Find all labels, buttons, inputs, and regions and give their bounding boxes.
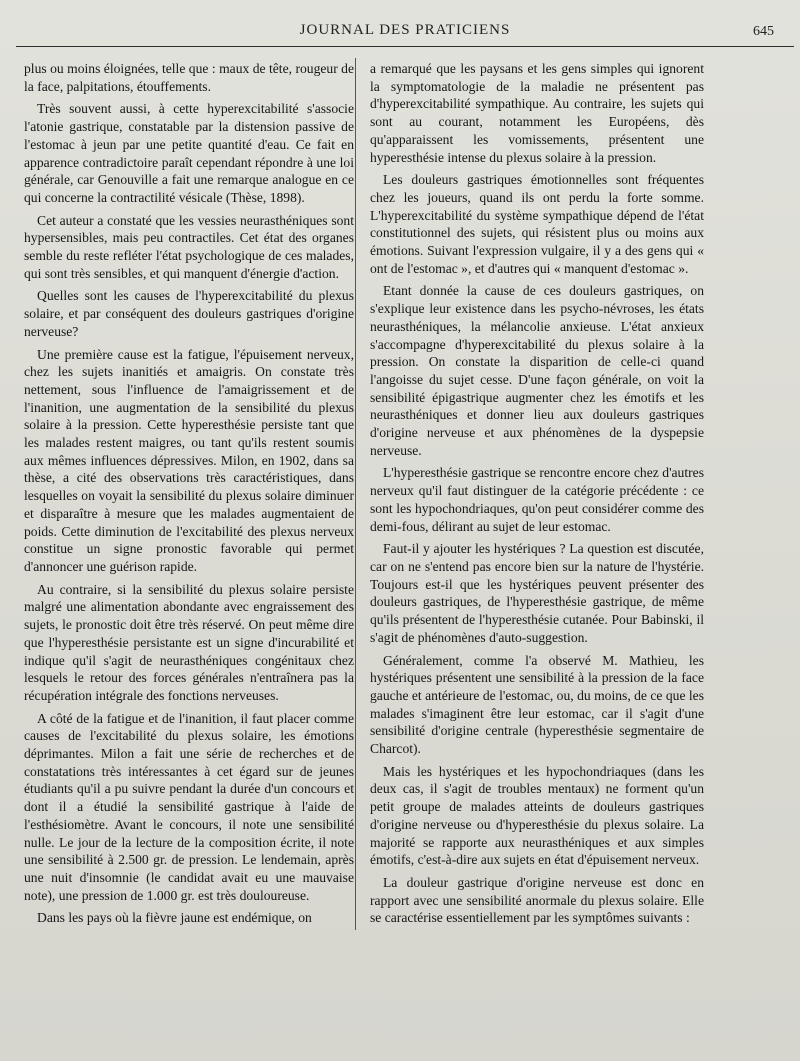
left-column — [24, 60, 354, 932]
column-divider — [355, 58, 356, 930]
left-paragraph-6: Au contraire, si la sensibilité du plexus solaire persiste malgré une alimentation abondante avec engraissement des sujets, le pronostic doit être très réservé. On peut même dire que l'hyperesthésie persistante est un signe d'incurabilité et indique qu'il s'agit de neurasthéniques congénitaux chez lesquels le retour des forces générales n'entraînera pas la récupération intégrale des fonctions nerveuses. — [24, 581, 354, 703]
right-paragraph-8: La douleur gastrique d'origine nerveuse est donc en rapport avec une sensibilité anormale du plexus solaire. Elle se caractérise essentiellement par les symptômes suivants : — [370, 874, 704, 926]
left-paragraph-4: Quelles sont les causes de l'hyperexcitabilité du plexus solaire, et par conséquent des douleurs gastriques d'origine nerveuse? — [24, 288, 354, 339]
right-paragraph-2: Les douleurs gastriques émotionnelles sont fréquentes chez les joueurs, quand ils ont perdu la forte somme. L'hyperexcitabilité du système sympathique dépend de l'état constitutionnel des sujets, qui résistent plus ou moins aux émotions. Suivant l'expression vulgaire, il y a des gens qui « ont de l'estomac », et d'autres qui « manquent d'estomac ». — [370, 172, 704, 276]
left-paragraph-1: plus ou moins éloignées, telle que : maux de tête, rougeur de la face, palpitations, étouffements. — [24, 61, 354, 94]
journal-title: JOURNAL DES PRATICIENS — [299, 22, 511, 38]
page-header — [16, 12, 794, 47]
right-paragraph-5: Faut-il y ajouter les hystériques ? La question est discutée, car on ne s'entend pas encore bien sur la nature de l'hystérie. Toujours est-il que les hystériques peuvent présenter des douleurs gastriques, de l'hyperesthésie gastrique, de même qu'ils présentent de l'hyperesthésie cutanée. Pour Babinski, il s'agit de phénomènes d'auto-suggestion. — [370, 541, 704, 645]
left-paragraph-5: Une première cause est la fatigue, l'épuisement nerveux, chez les sujets inanitiés et amaigris. On constate très nettement, sous l'influence de l'amaigrissement et de l'inanition, une augmentation de la sensibilité du plexus solaire à la pression. Cette hyperesthésie persiste tant que les malades restent maigres, ou tant qu'ils restent soumis aux mêmes influences dépressives. Milon, en 1902, dans sa thèse, a cité des observations très caractéristiques, dans lesquelles on voyait la sensibilité du plexus solaire diminuer et disparaître à mesure que les malades augmentaient de poids. Cette diminution de l'excitabilité des plexus nerveux constitue un signe pronostic favorable qui permet d'annoncer une guérison rapide. — [24, 346, 354, 574]
left-paragraph-2: Très souvent aussi, à cette hyperexcitabilité s'associe l'atonie gastrique, constatable par la distension passive de l'estomac à jeun par une petite quantité d'eau. Ce fait en apparence contradictoire paraît cependant répondre à une loi générale, car Genouville a fait une remarque analogue en ce qui concerne la contractilité vésicale (Thèse, 1898). — [24, 101, 354, 205]
right-paragraph-6: Généralement, comme l'a observé M. Mathieu, les hystériques présentent une sensibilité à la pression de la face gauche et antérieure de l'estomac, ou, du moins, de ce que les malades s'imaginent être leur estomac, car il s'agit d'une sensibilité d'origine centrale (hyperesthésie segmentaire de Charcot). — [370, 652, 704, 757]
right-paragraph-4: L'hyperesthésie gastrique se rencontre encore chez d'autres nerveux qu'il faut distinguer de la catégorie précédente : ce sont les hypochondriaques, qu'on peut considérer comme des demi-fous, délirant au sujet de leur estomac. — [370, 465, 704, 534]
left-paragraph-7: A côté de la fatigue et de l'inanition, il faut placer comme causes de l'excitabilité du plexus solaire, les émotions déprimantes. Milon a fait une série de recherches et de constatations très intéressantes à cet égard sur de jeunes étudiants qu'il a pu suivre pendant la durée d'un concours et dont il a étudié la sensibilité gastrique à l'aide de l'esthésiomètre. Avant le concours, il note une sensibilité nulle. Le jour de la lecture de la composition écrite, il note une sensibilité à 2.500 gr. de pression. Le lendemain, après une nuit d'insomnie (le candidat avait eu une mauvaise note), une pression de 1.000 gr. est très douloureuse. — [24, 710, 354, 903]
right-paragraph-7: Mais les hystériques et les hypochondriaques (dans les deux cas, il s'agit de troubles mentaux) ne forment qu'un petit groupe de malades atteints de douleurs gastriques d'origine nerveuse ou d'hyperesthésie du plexus solaire. La majorité se rapporte aux neurasthéniques et aux simples émotifs, c'est-à-dire aux sujets en état d'épuisement nerveux. — [370, 763, 704, 868]
page-number: 645 — [753, 24, 774, 39]
left-paragraph-3: Cet auteur a constaté que les vessies neurasthéniques sont hypersensibles, mais peu contractiles. Cet état des organes semble du reste refléter l'état psychologique de ces malades, qui sont très sensibles, et qui manquent d'énergie d'action. — [24, 212, 354, 281]
left-paragraph-8: Dans les pays où la fièvre jaune est endémique, on — [37, 910, 312, 926]
right-paragraph-3: Etant donnée la cause de ces douleurs gastriques, on s'explique leur existence dans les psycho-névroses, les états neurasthéniques, la mélancolie anxieuse. L'état anxieux s'accompagne d'hyperexcitabilité du plexus solaire à la pression. On constate la disparition de celle-ci quand l'angoisse du sujet cesse. D'une façon générale, on voit la sensibilité épigastrique augmenter chez les émotifs et les neurasthéniques et donner lieu aux douleurs gastriques d'origine nerveuse et aux phénomènes de la dyspepsie nerveuse. — [370, 283, 704, 458]
right-paragraph-1: a remarqué que les paysans et les gens simples qui ignorent la symptomatologie de la maladie ne présentent pas d'hyperexcitabilité sympathique. Au contraire, les sujets qui sont au courant, notamment les Européens, dès qu'apparaissent les vomissements, présentent une hyperesthésie intense du plexus solaire à la pression. — [370, 61, 704, 165]
right-column — [370, 60, 704, 932]
